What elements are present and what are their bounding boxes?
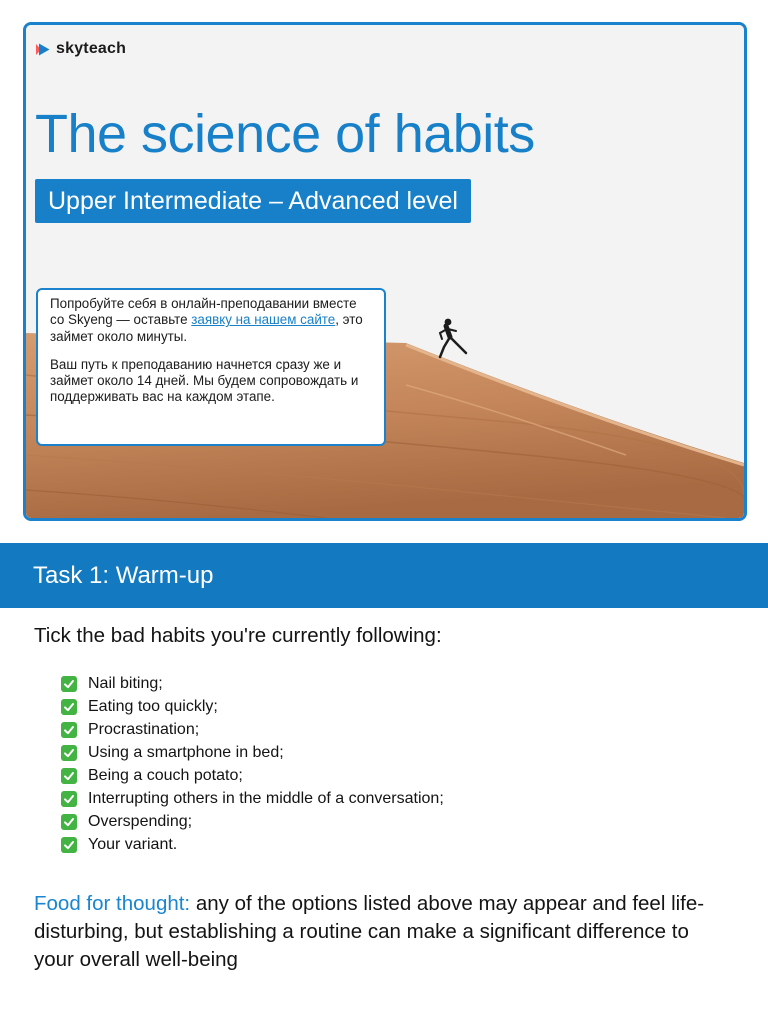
habit-label: Overspending; <box>88 812 193 830</box>
habit-item <box>61 787 444 810</box>
skyteach-logo <box>36 40 126 58</box>
habit-label: Interrupting others in the middle of a conversation; <box>88 789 444 807</box>
task-instruction: Tick the bad habits you're currently following: <box>34 624 442 647</box>
checkmark-icon[interactable] <box>61 791 77 807</box>
info-text-before-link: Попробуйте себя в онлайн-преподавании вместе со Skyeng — оставьте <box>50 296 357 328</box>
task-header: Task 1: Warm-up <box>0 543 768 608</box>
habit-label: Using a smartphone in bed; <box>88 743 284 761</box>
habit-item <box>61 695 444 718</box>
application-link[interactable]: заявку на нашем сайте <box>191 312 336 328</box>
checkmark-icon[interactable] <box>61 676 77 692</box>
info-paragraph-1 <box>50 296 372 345</box>
logo-play-icon <box>36 43 50 56</box>
checkmark-icon[interactable] <box>61 768 77 784</box>
habit-label: Eating too quickly; <box>88 697 218 715</box>
checkmark-icon[interactable] <box>61 837 77 853</box>
habit-item <box>61 718 444 741</box>
habit-label: Nail biting; <box>88 674 163 692</box>
habit-item <box>61 672 444 695</box>
checkmark-icon[interactable] <box>61 722 77 738</box>
info-paragraph-2: Ваш путь к преподаванию начнется сразу же и займет около 14 дней. Мы будем сопровождать и поддерживать вас на каждом этапе. <box>50 356 359 405</box>
habit-label: Being a couch potato; <box>88 766 243 784</box>
checkmark-icon[interactable] <box>61 745 77 761</box>
checkmark-icon[interactable] <box>61 814 77 830</box>
food-for-thought-text: any of the options listed above may appear and feel life-disturbing, but establishing a routine can make a significant difference to your overall well-being <box>34 892 705 971</box>
food-for-thought-label: Food for thought: <box>34 892 191 915</box>
habit-label: Procrastination; <box>88 720 200 738</box>
food-for-thought <box>34 890 734 974</box>
info-card <box>36 288 386 446</box>
level-badge: Upper Intermediate – Advanced level <box>35 179 471 223</box>
habit-item <box>61 810 444 833</box>
habit-item <box>61 833 444 856</box>
hero-banner <box>23 22 747 521</box>
habit-list <box>61 672 444 856</box>
checkmark-icon[interactable] <box>61 699 77 715</box>
logo-text: skyteach <box>56 40 127 57</box>
habit-item <box>61 741 444 764</box>
habit-label: Your variant. <box>88 835 178 853</box>
habit-item <box>61 764 444 787</box>
page-title: The science of habits <box>35 104 535 164</box>
info-text-after-link: , это займет около минуты. <box>50 312 363 344</box>
